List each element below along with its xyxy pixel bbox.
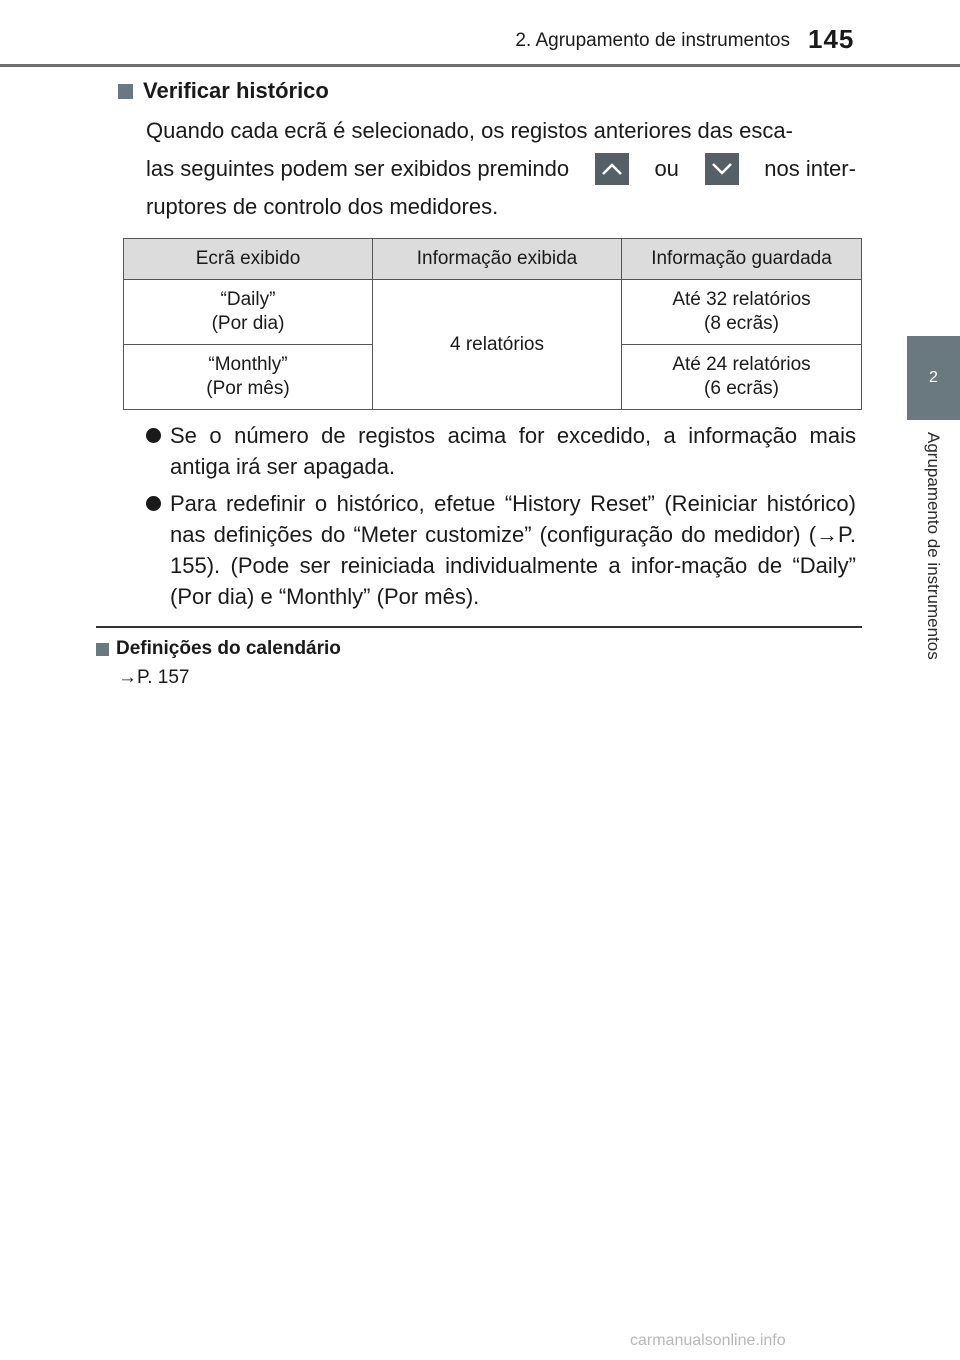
section-heading — [118, 78, 329, 104]
intro-line — [146, 150, 856, 188]
chevron-down-icon — [705, 153, 739, 185]
intro-line-1: Quando cada ecrã é selecionado, os registos anteriores das esca- — [146, 118, 793, 143]
cell-line: (Por dia) — [211, 313, 285, 334]
table-cell: 4 relatórios — [373, 280, 622, 410]
table-header-cell: Informação exibida — [373, 239, 622, 280]
table-header-cell: Informação guardada — [622, 239, 862, 280]
cell-line: “Monthly” — [208, 354, 288, 375]
intro-line — [146, 112, 856, 150]
bullet-text: Se o número de registos acima for excedido, a informação mais antiga irá ser apagada. — [170, 423, 856, 479]
page-reference-link[interactable]: →P. 157 — [118, 667, 190, 688]
chapter-tab[interactable] — [907, 336, 960, 420]
cell-line: (Por mês) — [206, 378, 290, 399]
intro-paragraph — [146, 112, 856, 226]
list-item — [146, 488, 856, 612]
chapter-tab-label: Agrupamento de instrumentos — [924, 432, 943, 660]
header-rule — [0, 64, 960, 67]
table-cell — [622, 345, 862, 410]
cell-line: Até 24 relatórios — [672, 354, 811, 375]
section-divider — [96, 626, 862, 628]
intro-line-3: ruptores de controlo dos medidores. — [146, 194, 499, 219]
bullet-text: Para redefinir o histórico, efetue “History Reset” (Reiniciar histórico) nas definições do “Meter customize” (configuração do medidor) (→P. 155). (Pode ser reiniciada individualmente a infor-mação de “Daily” (Por dia) e “Monthly” (Por mês). — [170, 491, 856, 609]
bullet-dot-icon — [146, 428, 161, 443]
table-header-cell: Ecrã exibido — [124, 239, 373, 280]
watermark: carmanualsonline.info — [630, 1332, 786, 1349]
cell-line: “Daily” — [220, 289, 276, 310]
subsection-heading — [96, 638, 341, 660]
table-row — [124, 280, 862, 345]
intro-line-2b: ou — [654, 156, 679, 181]
intro-line-2c: nos inter- — [764, 156, 856, 181]
subsection-heading-text: Definições do calendário — [116, 638, 341, 659]
intro-line-2a: las seguintes podem ser exibidos premindo — [146, 156, 570, 181]
page-number: 145 — [808, 24, 855, 54]
cell-line: Até 32 relatórios — [672, 289, 811, 310]
list-item — [146, 420, 856, 482]
history-table — [123, 238, 862, 410]
chevron-up-icon — [595, 153, 629, 185]
table-cell — [124, 345, 373, 410]
bullet-list — [146, 420, 856, 618]
square-icon — [96, 643, 109, 656]
table-cell — [622, 280, 862, 345]
bullet-dot-icon — [146, 496, 161, 511]
header-title: 2. Agrupamento de instrumentos — [515, 30, 790, 51]
square-icon — [118, 84, 133, 99]
cell-line: (8 ecrãs) — [704, 313, 779, 334]
chapter-tab-number: 2 — [929, 369, 938, 386]
table-cell — [124, 280, 373, 345]
table-header-row — [124, 239, 862, 280]
cell-line: (6 ecrãs) — [704, 378, 779, 399]
intro-line — [146, 188, 856, 226]
section-heading-text: Verificar histórico — [143, 78, 329, 103]
